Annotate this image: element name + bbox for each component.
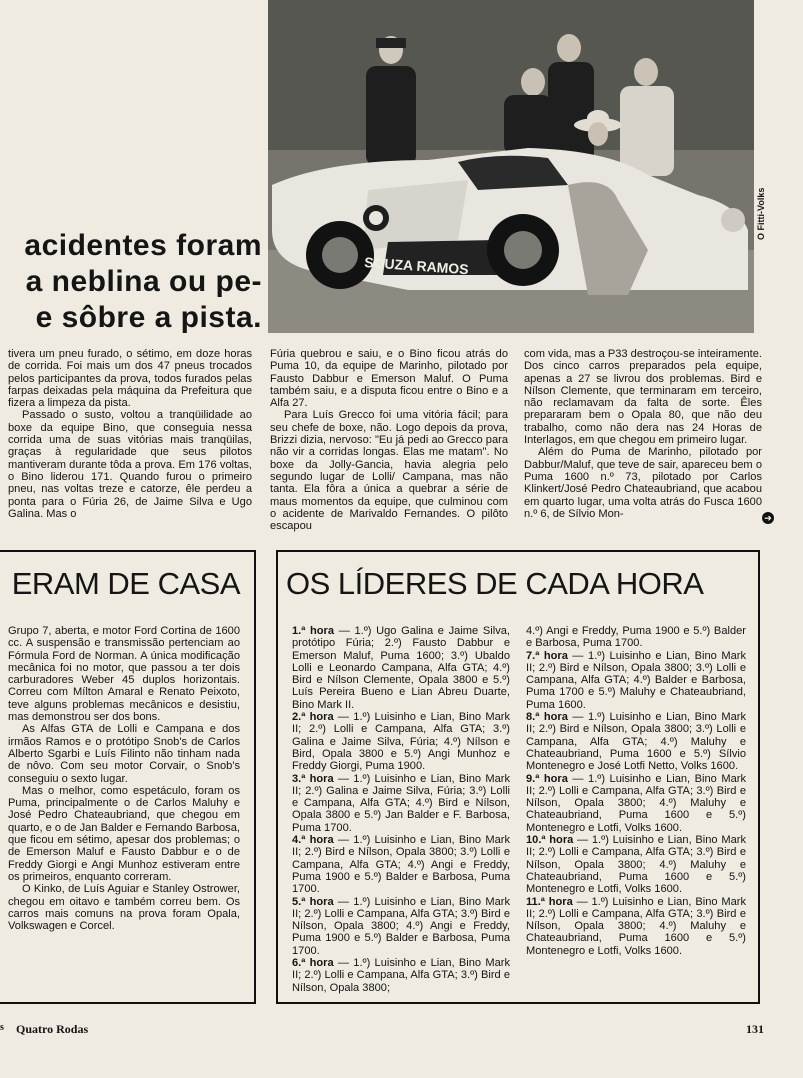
race-crash-photo (268, 0, 754, 333)
hour-text: — 1.º) Luisinho e Lian, Bino Mark II; 2.º) Lolli e Campana, Alfa GTA; 3.º) Bird e Nílson, Opala 3800; 4.º) Maluhy e Chateaubriand, Puma 1600 e 5.º) Montenegro e Lotfi, Volks 1600. (526, 895, 746, 957)
hour-entry (292, 957, 510, 994)
magazine-name: Quatro Rodas (16, 1022, 89, 1036)
hour-continuation: 4.º) Angi e Freddy, Puma 1900 e 5.º) Balder e Barbosa, Puma 1700. (526, 625, 746, 650)
sidebar-box-lideres (276, 550, 760, 1004)
headline-line-3: e sôbre a pista. (35, 301, 262, 334)
hour-entry (526, 650, 746, 711)
hour-label: 8.ª hora (526, 711, 568, 724)
hour-label: 10.ª hora (526, 834, 574, 847)
hour-text: — 1.º) Luisinho e Lian, Bino Mark II; 2.º) Galina e Jaime Silva, Fúria; 3.º) Lolli e Campana, Alfa GTA; 4.º) Bird e Nílson, Opala 3800 e 5.º) Jan Balder e F. Barbosa, Puma 1700. (292, 772, 511, 834)
paragraph: Passado o susto, voltou a tranqüilidade ao boxe da equipe Bino, que conseguia nessa corrida uma de suas vitórias mais tranqüilas, graças à regularidade que seus pilotos mantiveram durante tôda a prova. Em 176 voltas, o Bino liderou 171. Quando furou o primeiro pneu, nas voltas treze e catorze, êle perdeu a ponta para o Fúria 26, de Jaime Silva e Ugo Galina. Mas o (8, 409, 252, 520)
hour-entry (526, 711, 746, 772)
sidebar-box-casa (0, 550, 256, 1004)
leaders-right-column (526, 625, 746, 957)
paragraph: As Alfas GTA de Lolli e Campana e dos irmãos Ramos e o protótipo Snob's de Carlos Alberto Sgarbi e Luís Filinto não tinham nada de nôvo. Com seu motor Corvair, o Snob's conseguiu o sexto lugar. (8, 723, 240, 785)
hour-label: 7.ª hora (526, 649, 568, 662)
page-number: 131 (746, 1022, 764, 1036)
hour-label: 5.ª hora (292, 895, 334, 908)
hour-label: 1.ª hora (292, 625, 335, 637)
hour-text: — 1.º) Ugo Galina e Jaime Silva, protótipo Fúria; 2.º) Fausto Dabbur e Emerson Maluf, Puma 1600; 3.º) Ubaldo Lolli e Leonardo Campana, Alfa GTA; 4.º) Bird e Nílson Clemente, Opala 3800 e 5.º) Luís Pereira Bueno e Lian Abreu Duarte, Bino Mark II. (292, 625, 510, 711)
hour-label: 11.ª hora (526, 895, 573, 908)
hour-label: 2.ª hora (292, 711, 334, 724)
box-body (8, 625, 240, 932)
paragraph: Fúria quebrou e saiu, e o Bino ficou atrás do Puma 10, da equipe de Marinho, pilotado por Fausto Dabbur e Emerson Maluf. O Puma também saiu, e a disputa ficou entre o Bino e a Alfa 27. (270, 348, 508, 410)
leaders-left-column (292, 625, 510, 994)
continue-arrow-icon: ➔ (762, 512, 774, 524)
hour-entry (292, 625, 510, 711)
headline-line-1: acidentes foram (24, 229, 262, 262)
hour-text: — 1.º) Luisinho e Lian, Bino Mark II; 2.º) Lolli e Campana, Alfa GTA; 3.º) Bird e Nílson, Opala 3800; (292, 957, 511, 994)
hour-label: 3.ª hora (292, 772, 334, 785)
hour-label: 6.ª hora (292, 957, 334, 970)
hour-text: — 1.º) Luisinho e Lian, Bino Mark II; 2.º) Bird e Nílson, Opala 3800; 3.º) Lolli e Campana, Alfa GTA; 4.º) Maluhy e Chateaubriand, Puma 1600 e 5.º) Sílvio Montenegro e José Lotfi Netto, Volks 1600. (526, 711, 747, 773)
car-sponsor-text: SOUZA RAMOS (363, 254, 470, 278)
hour-entry (526, 896, 746, 957)
article-column-2 (270, 348, 508, 532)
article-headline (0, 228, 262, 336)
hour-text: — 1.º) Luisinho e Lian, Bino Mark II; 2.º) Lolli e Campana, Alfa GTA; 3.º) Bird e Nílson, Opala 3800; 4.º) Maluhy e Chateaubriand, Puma 1600 e 5.º) Montenegro e Lotfi, Volks 1600. (526, 772, 747, 834)
box-title: ERAM DE CASA (11, 566, 240, 601)
hour-entry (526, 773, 746, 834)
paragraph: O Kinko, de Luís Aguiar e Stanley Ostrower, chegou em oitavo e também correu bem. Os carros mais comuns na prova foram Opala, Volkswagen e Corcel. (8, 883, 240, 933)
paragraph: Além do Puma de Marinho, pilotado por Dabbur/Maluf, que teve de sair, apareceu bem o Puma 1600 n.º 73, pilotado por Carlos Klinkert/José Pedro Chateaubriand, que acabou em quarto lugar, uma volta atrás do Fusca 1600 n.º 6, de Sílvio Mon- (524, 446, 762, 520)
box-title: OS LÍDERES DE CADA HORA (286, 566, 704, 601)
paragraph: tivera um pneu furado, o sétimo, em doze horas de corrida. Foi mais um dos 47 pneus trocados pelos participantes da prova, todos furados pelas farpas deixadas pela máquina da Prefeitura que fizera a limpeza da pista. (8, 348, 252, 410)
article-column-3 (524, 348, 762, 520)
article-column-1 (8, 348, 252, 520)
paragraph: Para Luís Grecco foi uma vitória fácil; para seu chefe de boxe, não. Logo depois da prova, Brizzi dizia, nervoso: "Eu já pedi ao Grecco para não vir a corridas longas. Elas me matam". No boxe da Jolly-Gancia, havia alegria pelo segundo lugar de Lolli/ Campana, mas não tanta. Ela fôra a única a quebrar a série de maus momentos da equipe, que culminou com o acidente de Marivaldo Fernandes. O pilôto escapou (270, 409, 508, 533)
photo-credit: O Fitti-Volks (756, 187, 766, 240)
hour-text: — 1.º) Luisinho e Lian, Bino Mark II; 2.º) Bird e Nílson, Opala 3800; 3.º) Lolli e Campana, Alfa GTA; 4.º) Angi e Freddy, Puma 1900 e 5.º) Balder e Barbosa, Puma 1700. (292, 834, 511, 896)
hour-entry (292, 773, 510, 834)
hour-entry (292, 711, 510, 772)
hour-text: — 1.º) Luisinho e Lian, Bino Mark II; 2.º) Lolli e Campana, Alfa GTA; 3.º) Bird e Nílson, Opala 3800; 4.º) Maluhy e Chateaubriand, Puma 1600 e 5.º) Montenegro e Lotfi, Volks 1600. (526, 834, 746, 896)
hour-label: 4.ª hora (292, 834, 334, 847)
hour-text: — 1.º) Luisinho e Lian, Bino Mark II; 2.º) Bird e Nílson, Opala 3800; 3.º) Lolli e Campana, Alfa GTA; 4.º) Balder e Barbosa, Puma 1700 e 5.º) Maluhy e Chateaubriand, Puma 1600. (526, 649, 747, 711)
hour-entry (526, 834, 746, 895)
footer-mark: s (0, 1022, 4, 1033)
paragraph: Grupo 7, aberta, e motor Ford Cortina de 1600 cc. A suspensão e transmissão pertenciam ao Fórmula Ford de Norman. A única modificação mecânica foi no motor, que passou a ter dois carburadores Weber 45 duplos horizontais. Correu com Mílton Amaral e Renato Peixoto, teve alguns problemas mecânicos e desistiu, mas demonstrou ser dos bons. (8, 625, 240, 724)
paragraph: com vida, mas a P33 destroçou-se inteiramente. Dos cinco carros preparados pela equipe, apenas a 27 se livrou dos problemas. Bird e Nílson Clemente, que terminaram em terceiro, não reclamavam da falta de sorte. Êles prepararam bem o Opala 80, que não deu trabalho, como não dera nas 24 Horas de Interlagos, em que chegou em primeiro lugar. (524, 348, 763, 447)
paragraph: Mas o melhor, como espetáculo, foram os Puma, principalmente o de Carlos Maluhy e José Pedro Chateaubriand, que chegou em quarto, e o de Jan Balder e Fernando Barbosa, que ficou em sétimo, apesar dos problemas; o de Emerson Maluf e Fausto Dabbur e o de Freddy Giorgi e Angi Munhoz estiveram entre os primeiros, enquanto correram. (8, 784, 240, 883)
hour-entry (292, 834, 510, 895)
headline-line-2: a neblina ou pe- (25, 265, 262, 298)
hour-text: — 1.º) Luisinho e Lian, Bino Mark II; 2.º) Lolli e Campana, Alfa GTA; 3.º) Galina e Jaime Silva, Fúria; 4.º) Nílson e Bird, Opala 3800 e 5.º) Angi Munhoz e Freddy Giorgi, Puma 1900. (292, 711, 511, 773)
hour-entry (292, 896, 510, 957)
hour-text: — 1.º) Luisinho e Lian, Bino Mark II; 2.º) Lolli e Campana, Alfa GTA; 3.º) Bird e Nílson, Opala 3800; 4.º) Angi e Freddy, Puma 1900 e 5.º) Balder e Barbosa, Puma 1700. (292, 895, 511, 957)
hour-label: 9.ª hora (526, 772, 568, 785)
